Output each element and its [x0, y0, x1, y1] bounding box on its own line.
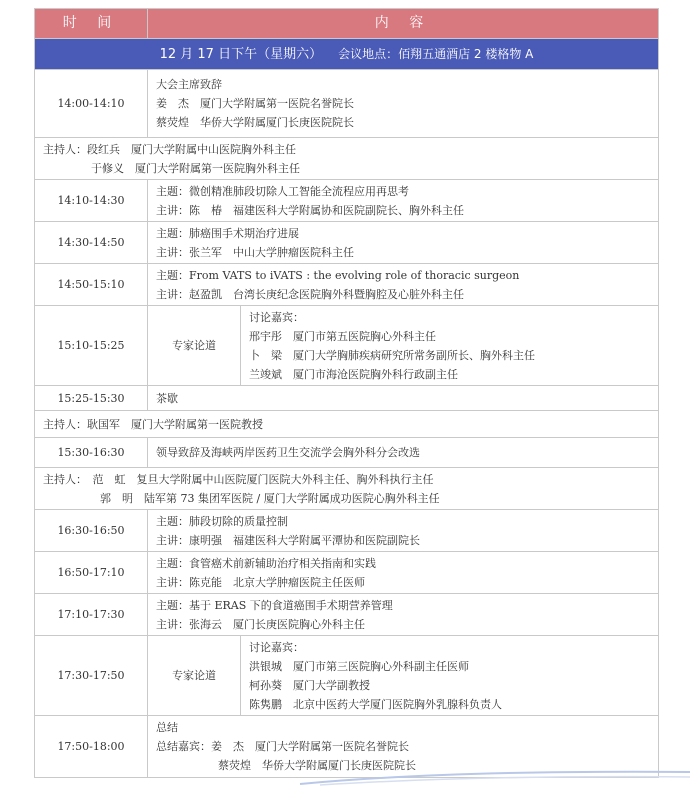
table-row: [35, 594, 659, 636]
row-line: 领导致辞及海峡两岸医药卫生交流学会胸外科分会改选: [156, 446, 420, 459]
row-line: 主讲：张兰军 中山大学肿瘤医院科主任: [156, 245, 354, 259]
table-row: [35, 552, 659, 594]
session-type: 专家论道: [148, 306, 241, 386]
row-line: 主讲：陈 椿 福建医科大学附属协和医院副院长、胸外科主任: [156, 203, 464, 217]
row-line: 邢宇彤 厦门市第五医院胸心外科主任: [249, 329, 436, 343]
host-line: 于修义 厦门大学附属第一医院胸外科主任: [91, 161, 300, 175]
host-line: 主持人：耿国军 厦门大学附属第一医院教授: [43, 417, 263, 431]
row-content: [148, 222, 659, 264]
row-line: 茶歇: [156, 391, 178, 405]
row-time: 15:30-16:30: [35, 438, 148, 468]
row-line: 主题：食管癌术前新辅助治疗相关指南和实践: [156, 556, 376, 570]
table-row: [35, 264, 659, 306]
row-line: 主题：微创精准肺段切除人工智能全流程应用再思考: [156, 184, 409, 198]
row-line: 主讲：张海云 厦门长庚医院胸心外科主任: [156, 617, 365, 631]
row-line: 讨论嘉宾：: [249, 310, 304, 324]
table-row: [35, 306, 659, 386]
row-time: 14:00-14:10: [35, 70, 148, 138]
row-line: 洪银城 厦门市第三医院胸心外科副主任医师: [249, 659, 469, 673]
row-time: 14:30-14:50: [35, 222, 148, 264]
row-line: 柯孙葵 厦门大学副教授: [249, 678, 370, 692]
row-time: 16:30-16:50: [35, 510, 148, 552]
row-line: 蔡荧煌 华侨大学附属厦门长庚医院院长: [218, 759, 416, 772]
session-venue: 会议地点：佰翔五通酒店 2 楼格物 A: [338, 46, 534, 61]
row-line: 主讲：康明强 福建医科大学附属平潭协和医院副院长: [156, 533, 420, 547]
row-line: 主讲：陈克能 北京大学肿瘤医院主任医师: [156, 575, 365, 589]
table-row: [35, 222, 659, 264]
row-line: 总结嘉宾：姜 杰 厦门大学附属第一医院名誉院长: [156, 740, 409, 753]
host-line: 郭 明 陆军第 73 集团军医院 / 厦门大学附属成功医院心胸外科主任: [100, 491, 440, 505]
session-banner: [35, 39, 659, 70]
time-column-header: 时 间: [35, 9, 148, 39]
host-line: 主持人：段红兵 厦门大学附属中山医院胸外科主任: [43, 142, 296, 156]
host-row: [35, 411, 659, 438]
table-row: [35, 510, 659, 552]
session-date: 12 月 17 日下午（星期六）: [159, 46, 323, 62]
row-time: 14:50-15:10: [35, 264, 148, 306]
table-row: [35, 180, 659, 222]
row-line: 主题：肺癌围手术期治疗进展: [156, 226, 299, 240]
row-content: [148, 264, 659, 306]
row-line: 讨论嘉宾：: [249, 640, 304, 654]
row-content: [148, 552, 659, 594]
row-time: 15:10-15:25: [35, 306, 148, 386]
row-time: 15:25-15:30: [35, 386, 148, 411]
row-line: 大会主席致辞: [156, 78, 222, 91]
row-content: [148, 594, 659, 636]
schedule-table: [34, 8, 659, 778]
row-content: [148, 180, 659, 222]
content-column-header: 内 容: [148, 9, 659, 39]
table-row: [35, 636, 659, 716]
row-line: 卜 梁 厦门大学胸肺疾病研究所常务副所长、胸外科主任: [249, 348, 535, 362]
row-time: 17:10-17:30: [35, 594, 148, 636]
host-row: [35, 138, 659, 180]
row-line: 主题：From VATS to iVATS : the evolving role of thoracic surgeon: [156, 268, 520, 282]
row-time: 17:50-18:00: [35, 716, 148, 778]
table-row: [35, 70, 659, 138]
session-type: 专家论道: [148, 636, 241, 716]
host-row: [35, 468, 659, 510]
row-line: 兰竣斌 厦门市海沧医院胸外科行政副主任: [249, 367, 458, 381]
row-line: 主题：基于 ERAS 下的食道癌围手术期营养管理: [156, 598, 393, 612]
row-content: [148, 70, 659, 138]
row-line: 总结: [156, 721, 178, 734]
row-content: [148, 438, 659, 468]
row-content: [148, 386, 659, 411]
row-line: 主题：肺段切除的质量控制: [156, 514, 288, 528]
row-line: 姜 杰 厦门大学附属第一医院名誉院长: [156, 97, 354, 110]
schedule: [34, 8, 658, 778]
table-header: [35, 9, 659, 39]
row-line: 蔡荧煌 华侨大学附属厦门长庚医院院长: [156, 116, 354, 129]
row-content: [241, 636, 659, 716]
row-time: 17:30-17:50: [35, 636, 148, 716]
row-time: 16:50-17:10: [35, 552, 148, 594]
row-line: 陈隽鹏 北京中医药大学厦门医院胸外乳腺科负责人: [249, 697, 502, 711]
row-content: [241, 306, 659, 386]
row-line: 主讲：赵盈凯 台湾长庚纪念医院胸外科暨胸腔及心脏外科主任: [156, 287, 464, 301]
decorative-wave: [300, 766, 690, 786]
table-row: [35, 386, 659, 411]
row-content: [148, 510, 659, 552]
row-time: 14:10-14:30: [35, 180, 148, 222]
host-line: 主持人： 范 虹 复旦大学附属中山医院厦门医院大外科主任、胸外科执行主任: [43, 472, 434, 486]
table-row: [35, 438, 659, 468]
